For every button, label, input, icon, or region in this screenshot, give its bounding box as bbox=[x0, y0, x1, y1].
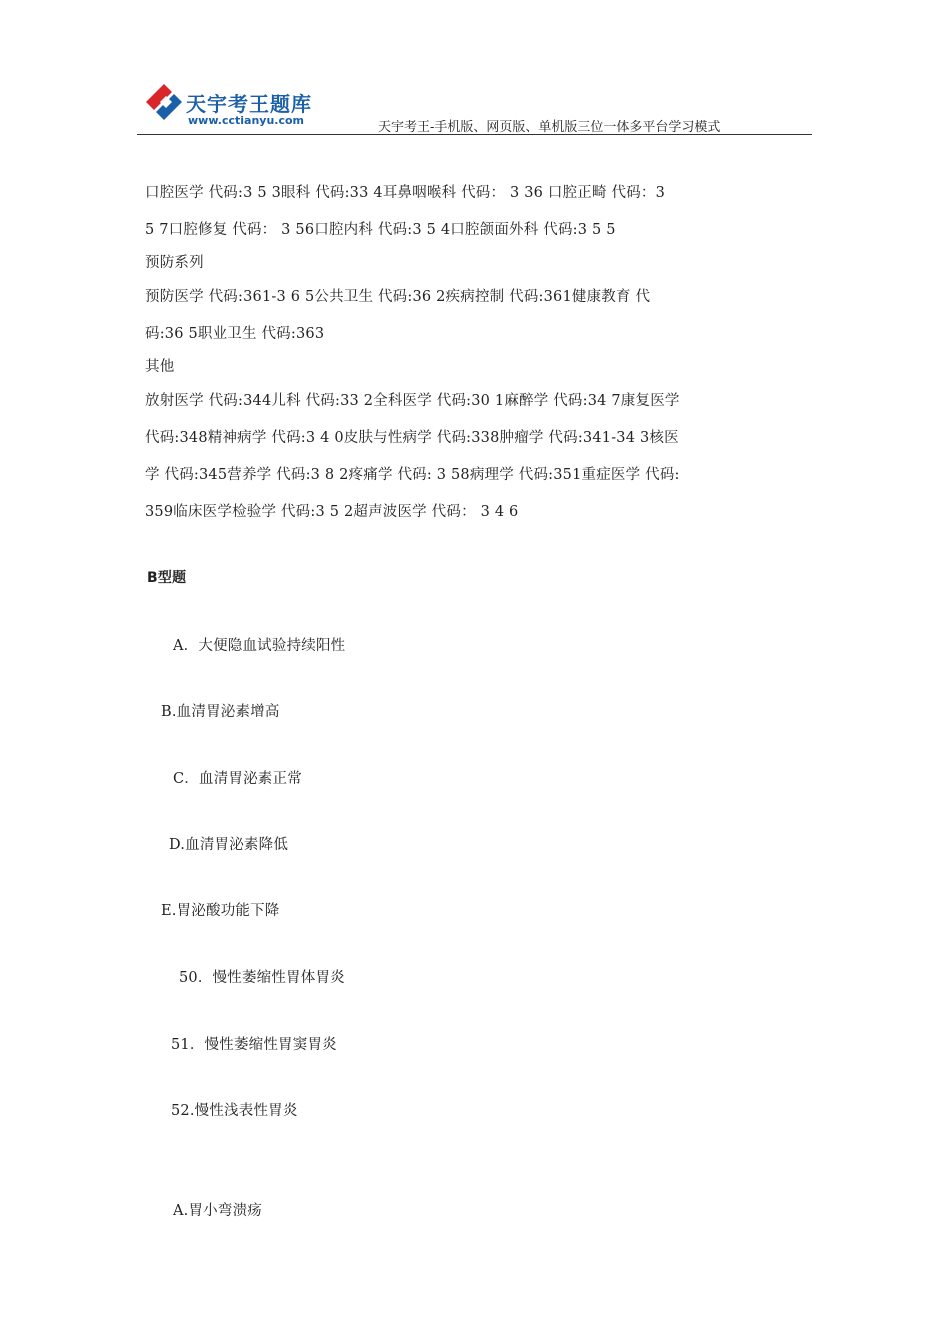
body-line: 5 7口腔修复 代码： 3 56口腔内科 代码:3 5 4口腔颌面外科 代码:3 5 5 bbox=[145, 222, 616, 238]
logo-icon bbox=[142, 80, 186, 124]
body-line: 359临床医学检验学 代码:3 5 2超声波医学 代码： 3 4 6 bbox=[145, 504, 519, 520]
question-item: 50．慢性萎缩性胃体胃炎 bbox=[179, 970, 345, 986]
question-item: 51．慢性萎缩性胃窦胃炎 bbox=[171, 1037, 337, 1053]
page-header bbox=[0, 0, 950, 140]
option-item: D.血清胃泌素降低 bbox=[169, 837, 289, 853]
question-type-title: B型题 bbox=[147, 570, 187, 586]
body-line: 放射医学 代码:344儿科 代码:33 2全科医学 代码:30 1麻醉学 代码:34 7康复医学 bbox=[145, 393, 680, 409]
body-line: 码:36 5职业卫生 代码:363 bbox=[145, 326, 325, 342]
body-line: 代码:348精神病学 代码:3 4 0皮肤与性病学 代码:338肿瘤学 代码:341-34 3核医 bbox=[145, 430, 679, 446]
option-item: A．大便隐血试验持续阳性 bbox=[173, 638, 346, 654]
body-line: 学 代码:345营养学 代码:3 8 2疼痛学 代码: 3 58病理学 代码:351重症医学 代码: bbox=[145, 467, 680, 483]
option-item: E.胃泌酸功能下降 bbox=[161, 903, 280, 919]
body-line: 口腔医学 代码:3 5 3眼科 代码:33 4耳鼻咽喉科 代码： 3 36 口腔正畸 代码：3 bbox=[145, 185, 666, 201]
option-item: B.血清胃泌素增高 bbox=[161, 704, 280, 720]
header-tagline: 天宇考王-手机版、网页版、单机版三位一体多平台学习模式 bbox=[378, 120, 721, 135]
question-item: 52.慢性浅表性胃炎 bbox=[171, 1103, 298, 1119]
logo-url[interactable]: www.cctianyu.com bbox=[188, 114, 305, 127]
body-line: 预防医学 代码:361-3 6 5公共卫生 代码:36 2疾病控制 代码:361健康教育 代 bbox=[145, 289, 651, 305]
header-divider bbox=[137, 134, 812, 135]
option-item: A.胃小弯溃疡 bbox=[173, 1203, 262, 1219]
logo-title: 天宇考王题库 bbox=[186, 92, 312, 116]
option-item: C．血清胃泌素正常 bbox=[173, 771, 302, 787]
section-heading: 其他 bbox=[145, 359, 175, 375]
section-heading: 预防系列 bbox=[145, 255, 204, 271]
